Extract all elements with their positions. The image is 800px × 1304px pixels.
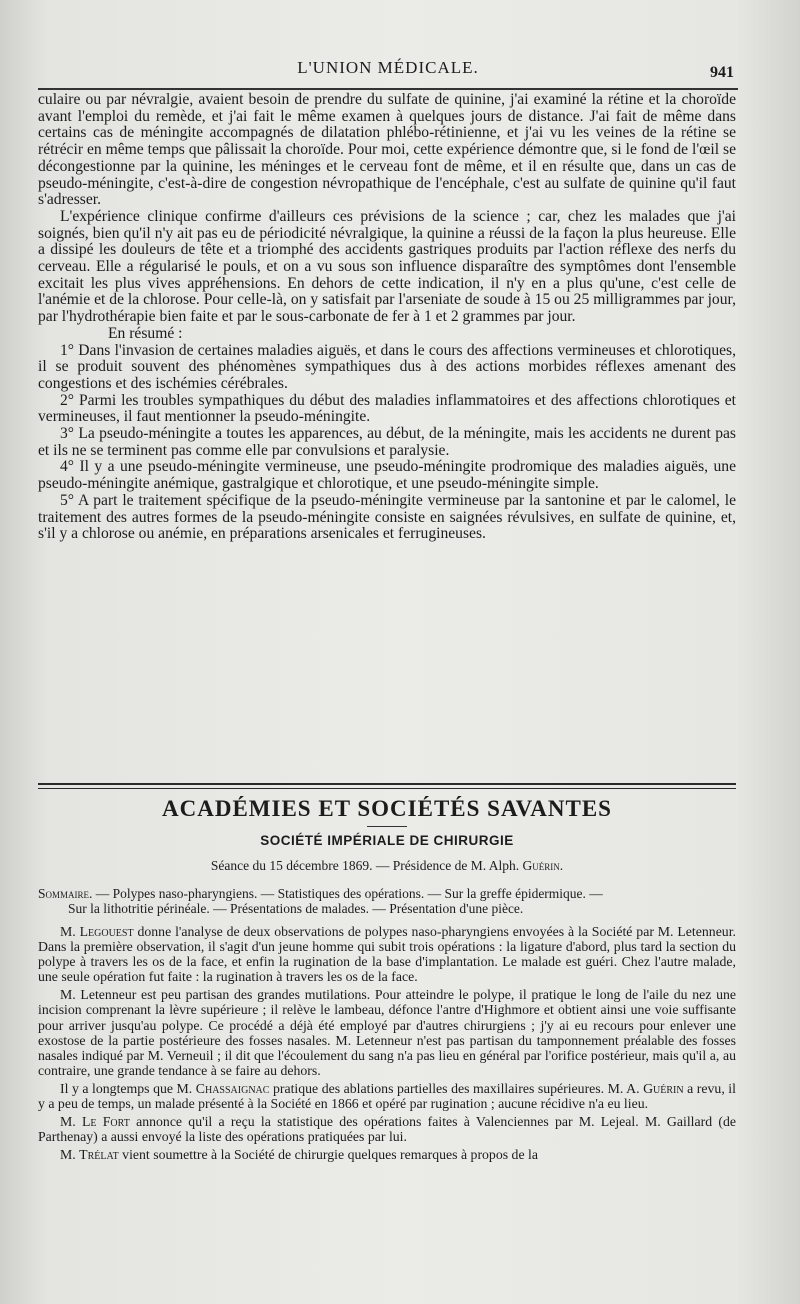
academies-section — [38, 796, 736, 1165]
sommaire-text-2: Sur la lithotritie périnéale. — Présentations de malades. — Présentation d'une pièce. — [68, 901, 524, 916]
summary-item-2: 2° Parmi les troubles sympathiques du début des maladies inflammatoires et des affections chlorotiques et vermineuses, il faut mentionner la pseudo-méningite. — [38, 391, 736, 426]
paragraph-1: culaire ou par névralgie, avaient besoin de prendre du sulfate de quinine, j'ai examiné la rétine et la choroïde avant l'emploi du remède, et j'ai fait le même examen à quelques jours de distance. J'ai fait de même dans certains cas de méningite accompagnés de dilatation phlébo-rétinienne, et j'ai vu les veines de la rétine se rétrécir en même temps que pâlissait la choroïde. Pour moi, cette expérience démontre que, si le fond de l'œil se décongestionne par la quinine, les méninges et le cerveau font de même, et il en résulte que, dans un cas de pseudo-méningite, c'est-à-dire de congestion névropathique de l'encéphale, c'est au sulfate de quinine qu'il faut s'adresser. — [38, 91, 736, 209]
minutes-text-5a: M. — [60, 1147, 80, 1163]
section-title: ACADÉMIES ET SOCIÉTÉS SAVANTES — [162, 796, 612, 821]
page-header — [38, 58, 738, 82]
minutes-text-4a: M. — [60, 1114, 82, 1130]
minutes-text-3c: a revu, il y a peu de temps, un malade présenté à la Société en 1866 et opéré par rugination ; aucune récidive n'a eu lieu. — [38, 1080, 736, 1112]
speaker-name: Legouest — [79, 924, 134, 939]
title-underline — [367, 826, 407, 827]
summary-item-1: 1° Dans l'invasion de certaines maladies aiguës, et dans le cours des affections vermineuses et chlorotiques, il se produit souvent des phénomènes sympathiques dus à des actions morbides réflexes amenant des congestions et des ischémies cérébrales. — [38, 341, 736, 392]
minutes-text-3b: pratique des ablations partielles des maxillaires supérieures. M. A. — [269, 1080, 644, 1096]
speaker-name: Trélat — [79, 1147, 119, 1163]
sommaire — [38, 886, 736, 916]
minutes-paragraph-3 — [38, 1081, 736, 1111]
session-president: Guérin — [522, 858, 560, 873]
header-rule — [38, 88, 738, 90]
summary-heading: En résumé : — [108, 324, 183, 342]
session-minutes — [38, 924, 736, 1162]
page-number: 941 — [710, 64, 734, 81]
section-divider — [38, 783, 736, 789]
summary-item-5: 5° A part le traitement spécifique de la pseudo-méningite vermineuse par la santonine et par le calomel, le traitement des autres formes de la pseudo-méningite consiste en saignées révulsives, en sulfate de quinine, et, s'il y a chlorose ou anémie, en préparations arsenicales et ferrugineuses. — [38, 491, 736, 543]
minutes-text-5b: vient soumettre à la Société de chirurgie quelques remarques à propos de la — [118, 1147, 538, 1163]
speaker-name: Chassaignac — [195, 1080, 270, 1096]
minutes-paragraph-4 — [38, 1114, 736, 1144]
session-line — [38, 858, 736, 874]
article-body — [38, 92, 736, 543]
sommaire-label: Sommaire. — [38, 886, 93, 901]
m-prefix: M. — [60, 924, 80, 939]
speaker-name: Le Fort — [81, 1114, 130, 1130]
minutes-paragraph-1 — [38, 924, 736, 984]
minutes-text-3a: Il y a longtemps que M. — [60, 1080, 196, 1096]
summary-item-4: 4° Il y a une pseudo-méningite vermineuse, une pseudo-méningite prodromique des maladies aiguës, une pseudo-méningite anémique, gastralgique et chlorotique, et une pseudo-méningite simple. — [38, 458, 736, 493]
session-period: . — [559, 858, 564, 873]
summary-item-3: 3° La pseudo-méningite a toutes les apparences, au début, de la méningite, mais les accidents ne durent pas et ils ne se terminent pas comme elle par convulsions et paralysie. — [38, 425, 736, 459]
minutes-text-1: donne l'analyse de deux observations de polypes naso-pharyngiens envoyées à la Société par M. Letenneur. Dans la première observation, il s'agit d'un jeune homme qui subit trois opérations : la ligature d'abord, plus tard la section du polype à travers les os de la face, et enfin la rugination de la base d'implantation. Le malade est guéri. Chez l'autre malade, une seule opération fut faite : la rugination à travers les os de la face. — [38, 924, 736, 985]
sommaire-text-1: — Polypes naso-pharyngiens. — Statistiques des opérations. — Sur la greffe épidermique. — — [92, 886, 603, 901]
society-title: SOCIÉTÉ IMPÉRIALE DE CHIRURGIE — [260, 833, 514, 848]
minutes-text-4b: annonce qu'il a reçu la statistique des opérations faites à Valenciennes par M. Lejeal. M. Gaillard (de Parthenay) a aussi envoyé la liste des opérations pratiquées par lui. — [38, 1114, 736, 1145]
speaker-name: Guérin — [643, 1080, 684, 1096]
minutes-paragraph-2: M. Letenneur est peu partisan des grandes mutilations. Pour atteindre le polype, il pratique le long de l'aile du nez une incision comprenant la lèvre supérieure ; il relève le lambeau, défonce l'antre d'Highmore et obtient ainsi une voie suffisante pour arriver jusqu'au polype. Ce procédé a déjà été employé par d'autres chirurgiens ; j'y ai eu recours pour enlever une exostose de la partie postérieure des fosses nasales. M. Letenneur n'est pas partisan du tamponnement préalable des fosses nasales indiqué par M. Verneuil ; il dit que l'écoulement du sang n'a pas lieu en général par l'orifice postérieur, mais qu'il a, au contraire, une grande tendance à se faire au dehors. — [38, 987, 736, 1078]
running-title: L'UNION MÉDICALE. — [297, 58, 479, 77]
session-date: Séance du 15 décembre 1869. — Présidence de M. Alph. — [210, 858, 520, 873]
paragraph-2: L'expérience clinique confirme d'ailleurs ces prévisions de la science ; car, chez les malades que j'ai soignés, bien qu'il n'y ait pas eu de périodicité névralgique, la quinine a réussi de la façon la plus heureuse. Elle a dissipé les douleurs de tête et a triomphé des accidents gastriques produits par l'action réflexe des nerfs du cerveau. Elle a régularisé le pouls, et on a vu sous son influence disparaître des symptômes dont l'ensemble excitait les plus vives appréhensions. En dehors de cette indication, il n'y en a plus qu'une, c'est celle de l'anémie et de la chlorose. Pour celle-là, on y satisfait par l'arseniate de soude à 15 ou 25 milligrammes par jour, par l'hydrothérapie bien faite et par le sous-carbonate de fer à 1 et 2 grammes par jour. — [38, 207, 736, 326]
minutes-paragraph-5 — [38, 1147, 736, 1162]
